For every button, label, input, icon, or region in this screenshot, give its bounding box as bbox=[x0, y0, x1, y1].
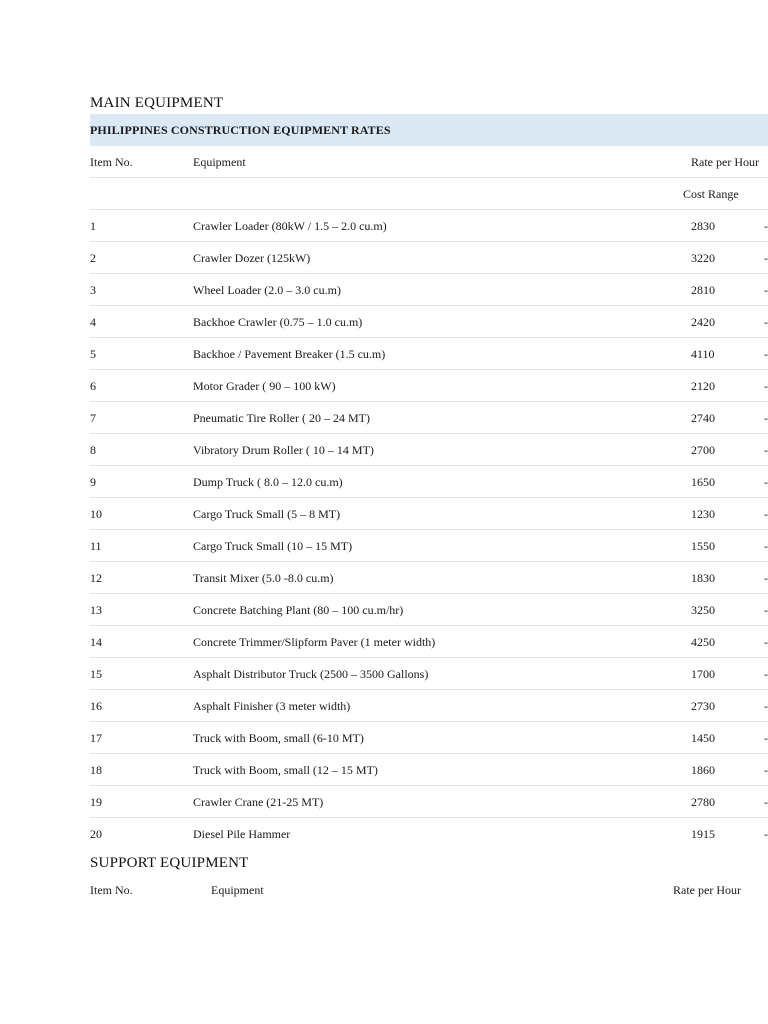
header-rate-per-hour: Rate per Hour bbox=[691, 155, 759, 169]
range-separator: - bbox=[764, 699, 768, 713]
table-row bbox=[90, 594, 768, 626]
header-equipment: Equipment bbox=[193, 155, 246, 169]
rate-value-cell: 3220 bbox=[691, 251, 715, 265]
table-row bbox=[90, 466, 768, 498]
range-separator: - bbox=[764, 347, 768, 361]
range-separator: - bbox=[764, 667, 768, 681]
header-item-no: Item No. bbox=[90, 155, 133, 169]
table-row bbox=[90, 274, 768, 306]
rate-value-cell: 3250 bbox=[691, 603, 715, 617]
equipment-name-cell: Dump Truck ( 8.0 – 12.0 cu.m) bbox=[193, 475, 343, 489]
equipment-name-cell: Crawler Crane (21-25 MT) bbox=[193, 795, 324, 809]
table-row bbox=[90, 722, 768, 754]
rate-value-cell: 2740 bbox=[691, 411, 715, 425]
rate-value-cell: 1450 bbox=[691, 731, 715, 745]
table-row bbox=[90, 786, 768, 818]
item-number-cell: 1 bbox=[90, 219, 96, 233]
item-number-cell: 15 bbox=[90, 667, 102, 681]
equipment-name-cell: Pneumatic Tire Roller ( 20 – 24 MT) bbox=[193, 411, 370, 425]
rate-value-cell: 2120 bbox=[691, 379, 715, 393]
table-row bbox=[90, 658, 768, 690]
table-row bbox=[90, 498, 768, 530]
table-subheader-row bbox=[90, 178, 768, 210]
item-number-cell: 5 bbox=[90, 347, 96, 361]
item-number-cell: 8 bbox=[90, 443, 96, 457]
equipment-name-cell: Backhoe Crawler (0.75 – 1.0 cu.m) bbox=[193, 315, 363, 329]
equipment-name-cell: Crawler Dozer (125kW) bbox=[193, 251, 311, 265]
support-header-equipment: Equipment bbox=[211, 883, 264, 897]
range-separator: - bbox=[764, 379, 768, 393]
rate-value-cell: 1830 bbox=[691, 571, 715, 585]
support-header-rate-per-hour: Rate per Hour bbox=[673, 883, 741, 897]
item-number-cell: 11 bbox=[90, 539, 102, 553]
table-row bbox=[90, 562, 768, 594]
rate-value-cell: 1860 bbox=[691, 763, 715, 777]
rate-value-cell: 2730 bbox=[691, 699, 715, 713]
item-number-cell: 14 bbox=[90, 635, 102, 649]
item-number-cell: 7 bbox=[90, 411, 96, 425]
range-separator: - bbox=[764, 731, 768, 745]
range-separator: - bbox=[764, 251, 768, 265]
range-separator: - bbox=[764, 507, 768, 521]
table-row bbox=[90, 370, 768, 402]
range-separator: - bbox=[764, 571, 768, 585]
range-separator: - bbox=[764, 539, 768, 553]
range-separator: - bbox=[764, 219, 768, 233]
document-page bbox=[90, 90, 768, 906]
item-number-cell: 19 bbox=[90, 795, 102, 809]
equipment-name-cell: Transit Mixer (5.0 -8.0 cu.m) bbox=[193, 571, 334, 585]
item-number-cell: 18 bbox=[90, 763, 102, 777]
main-equipment-heading: MAIN EQUIPMENT bbox=[90, 95, 224, 111]
range-separator: - bbox=[764, 283, 768, 297]
equipment-name-cell: Backhoe / Pavement Breaker (1.5 cu.m) bbox=[193, 347, 386, 361]
rates-table-banner: PHILIPPINES CONSTRUCTION EQUIPMENT RATES bbox=[90, 114, 768, 146]
range-separator: - bbox=[764, 795, 768, 809]
support-header-item-no: Item No. bbox=[90, 883, 133, 897]
support-table-header-row bbox=[90, 874, 768, 906]
rate-value-cell: 2700 bbox=[691, 443, 715, 457]
item-number-cell: 6 bbox=[90, 379, 96, 393]
rate-value-cell: 2810 bbox=[691, 283, 715, 297]
item-number-cell: 2 bbox=[90, 251, 96, 265]
equipment-name-cell: Concrete Batching Plant (80 – 100 cu.m/hr) bbox=[193, 603, 404, 617]
rate-value-cell: 2420 bbox=[691, 315, 715, 329]
item-number-cell: 3 bbox=[90, 283, 96, 297]
range-separator: - bbox=[764, 411, 768, 425]
range-separator: - bbox=[764, 763, 768, 777]
item-number-cell: 16 bbox=[90, 699, 102, 713]
rate-value-cell: 1700 bbox=[691, 667, 715, 681]
item-number-cell: 13 bbox=[90, 603, 102, 617]
equipment-rows bbox=[90, 210, 768, 850]
equipment-name-cell: Wheel Loader (2.0 – 3.0 cu.m) bbox=[193, 283, 341, 297]
rate-value-cell: 1915 bbox=[691, 827, 715, 841]
table-row bbox=[90, 434, 768, 466]
item-number-cell: 17 bbox=[90, 731, 102, 745]
range-separator: - bbox=[764, 827, 768, 841]
equipment-name-cell: Diesel Pile Hammer bbox=[193, 827, 291, 841]
table-row bbox=[90, 402, 768, 434]
table-row bbox=[90, 210, 768, 242]
equipment-name-cell: Cargo Truck Small (10 – 15 MT) bbox=[193, 539, 353, 553]
equipment-name-cell: Vibratory Drum Roller ( 10 – 14 MT) bbox=[193, 443, 374, 457]
item-number-cell: 10 bbox=[90, 507, 102, 521]
table-row bbox=[90, 690, 768, 722]
table-row bbox=[90, 626, 768, 658]
equipment-name-cell: Cargo Truck Small (5 – 8 MT) bbox=[193, 507, 341, 521]
table-header-row bbox=[90, 146, 768, 178]
equipment-name-cell: Truck with Boom, small (6-10 MT) bbox=[193, 731, 364, 745]
equipment-name-cell: Crawler Loader (80kW / 1.5 – 2.0 cu.m) bbox=[193, 219, 387, 233]
equipment-name-cell: Truck with Boom, small (12 – 15 MT) bbox=[193, 763, 378, 777]
table-row bbox=[90, 306, 768, 338]
header-cost-range: Cost Range bbox=[683, 187, 739, 201]
rate-value-cell: 1550 bbox=[691, 539, 715, 553]
range-separator: - bbox=[764, 635, 768, 649]
range-separator: - bbox=[764, 315, 768, 329]
table-row bbox=[90, 754, 768, 786]
equipment-name-cell: Asphalt Distributor Truck (2500 – 3500 Gallons) bbox=[193, 667, 429, 681]
equipment-name-cell: Asphalt Finisher (3 meter width) bbox=[193, 699, 351, 713]
rate-value-cell: 2830 bbox=[691, 219, 715, 233]
rate-value-cell: 2780 bbox=[691, 795, 715, 809]
range-separator: - bbox=[764, 603, 768, 617]
support-equipment-heading: SUPPORT EQUIPMENT bbox=[90, 855, 249, 871]
item-number-cell: 12 bbox=[90, 571, 102, 585]
table-row bbox=[90, 338, 768, 370]
rate-value-cell: 4110 bbox=[691, 347, 715, 361]
range-separator: - bbox=[764, 475, 768, 489]
range-separator: - bbox=[764, 443, 768, 457]
rate-value-cell: 1650 bbox=[691, 475, 715, 489]
rate-value-cell: 4250 bbox=[691, 635, 715, 649]
table-row bbox=[90, 530, 768, 562]
equipment-name-cell: Motor Grader ( 90 – 100 kW) bbox=[193, 379, 336, 393]
table-row bbox=[90, 818, 768, 850]
item-number-cell: 9 bbox=[90, 475, 96, 489]
table-row bbox=[90, 242, 768, 274]
item-number-cell: 20 bbox=[90, 827, 102, 841]
equipment-name-cell: Concrete Trimmer/Slipform Paver (1 meter width) bbox=[193, 635, 436, 649]
item-number-cell: 4 bbox=[90, 315, 96, 329]
rate-value-cell: 1230 bbox=[691, 507, 715, 521]
